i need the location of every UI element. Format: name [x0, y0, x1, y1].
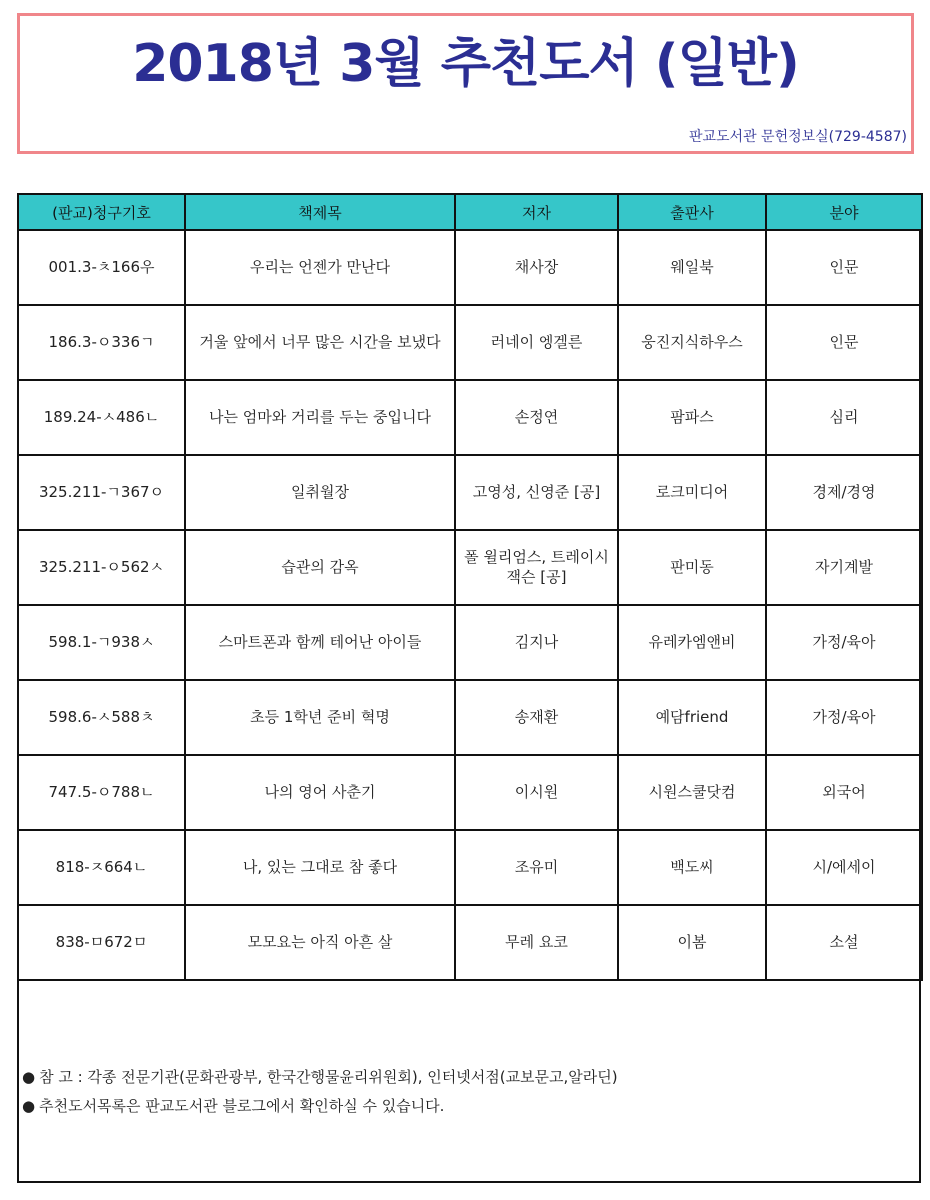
note-blog [22, 1095, 618, 1116]
column-header-category: 분야 [766, 194, 922, 230]
column-header-publisher: 출판사 [618, 194, 766, 230]
title-cell: 나, 있는 그대로 참 좋다 [185, 830, 455, 905]
note-reference [22, 1066, 618, 1087]
table-row [18, 530, 922, 605]
column-header-title: 책제목 [185, 194, 455, 230]
bullet-icon: ● [22, 1068, 36, 1086]
publisher-cell: 예담friend [618, 680, 766, 755]
header-box [17, 13, 914, 154]
call-number-cell: 598.1-ㄱ938ㅅ [18, 605, 185, 680]
author-cell: 이시원 [455, 755, 618, 830]
publisher-cell: 유레카엠앤비 [618, 605, 766, 680]
call-number-cell: 186.3-ㅇ336ㄱ [18, 305, 185, 380]
publisher-cell: 웅진지식하우스 [618, 305, 766, 380]
category-cell: 인문 [766, 230, 922, 305]
table-row [18, 905, 922, 980]
author-cell: 고영성, 신영준 [공] [455, 455, 618, 530]
table-row [18, 455, 922, 530]
table-header-row [18, 194, 922, 230]
title-cell: 나의 영어 사춘기 [185, 755, 455, 830]
publisher-cell: 웨일북 [618, 230, 766, 305]
category-cell: 경제/경영 [766, 455, 922, 530]
publisher-cell: 백도씨 [618, 830, 766, 905]
bullet-icon: ● [22, 1097, 36, 1115]
call-number-cell: 747.5-ㅇ788ㄴ [18, 755, 185, 830]
category-cell: 가정/육아 [766, 680, 922, 755]
category-cell: 가정/육아 [766, 605, 922, 680]
author-cell: 송재환 [455, 680, 618, 755]
table-row [18, 605, 922, 680]
category-cell: 외국어 [766, 755, 922, 830]
category-cell: 소설 [766, 905, 922, 980]
library-contact: 판교도서관 문헌정보실(729-4587) [688, 129, 907, 145]
call-number-cell: 001.3-ㅊ166우 [18, 230, 185, 305]
author-cell: 무레 요코 [455, 905, 618, 980]
category-cell: 인문 [766, 305, 922, 380]
call-number-cell: 189.24-ㅅ486ㄴ [18, 380, 185, 455]
category-cell: 심리 [766, 380, 922, 455]
note-reference-text: 참 고 : 각종 전문기관(문화관광부, 한국간행물윤리위원회), 인터넷서점(교보문고,알라딘) [39, 1068, 618, 1086]
column-header-call-number: (판교)청구기호 [18, 194, 185, 230]
call-number-cell: 818-ㅈ664ㄴ [18, 830, 185, 905]
table-row [18, 830, 922, 905]
column-header-author: 저자 [455, 194, 618, 230]
author-cell: 손정연 [455, 380, 618, 455]
author-cell: 러네이 엥겔른 [455, 305, 618, 380]
category-cell: 자기계발 [766, 530, 922, 605]
note-blog-text: 추천도서목록은 판교도서관 블로그에서 확인하실 수 있습니다. [39, 1097, 445, 1115]
table-row [18, 680, 922, 755]
author-cell: 김지나 [455, 605, 618, 680]
page-title: 2018년 3월 추천도서 (일반) [132, 34, 799, 94]
call-number-cell: 325.211-ㅇ562ㅅ [18, 530, 185, 605]
book-table [17, 193, 923, 981]
notes-section [22, 1066, 618, 1124]
title-cell: 거울 앞에서 너무 많은 시간을 보냈다 [185, 305, 455, 380]
publisher-cell: 팜파스 [618, 380, 766, 455]
title-cell: 초등 1학년 준비 혁명 [185, 680, 455, 755]
author-cell: 폴 윌리엄스, 트레이시 잭슨 [공] [455, 530, 618, 605]
title-cell: 우리는 언젠가 만난다 [185, 230, 455, 305]
call-number-cell: 598.6-ㅅ588ㅊ [18, 680, 185, 755]
call-number-cell: 325.211-ㄱ367ㅇ [18, 455, 185, 530]
title-cell: 나는 엄마와 거리를 두는 중입니다 [185, 380, 455, 455]
publisher-cell: 이봄 [618, 905, 766, 980]
table-row [18, 230, 922, 305]
author-cell: 채사장 [455, 230, 618, 305]
table-row [18, 305, 922, 380]
call-number-cell: 838-ㅁ672ㅁ [18, 905, 185, 980]
author-cell: 조유미 [455, 830, 618, 905]
table-row [18, 380, 922, 455]
table-row [18, 755, 922, 830]
title-cell: 습관의 감옥 [185, 530, 455, 605]
publisher-cell: 로크미디어 [618, 455, 766, 530]
category-cell: 시/에세이 [766, 830, 922, 905]
publisher-cell: 시원스쿨닷컴 [618, 755, 766, 830]
title-cell: 모모요는 아직 아흔 살 [185, 905, 455, 980]
title-cell: 일취월장 [185, 455, 455, 530]
publisher-cell: 판미동 [618, 530, 766, 605]
title-cell: 스마트폰과 함께 테어난 아이들 [185, 605, 455, 680]
